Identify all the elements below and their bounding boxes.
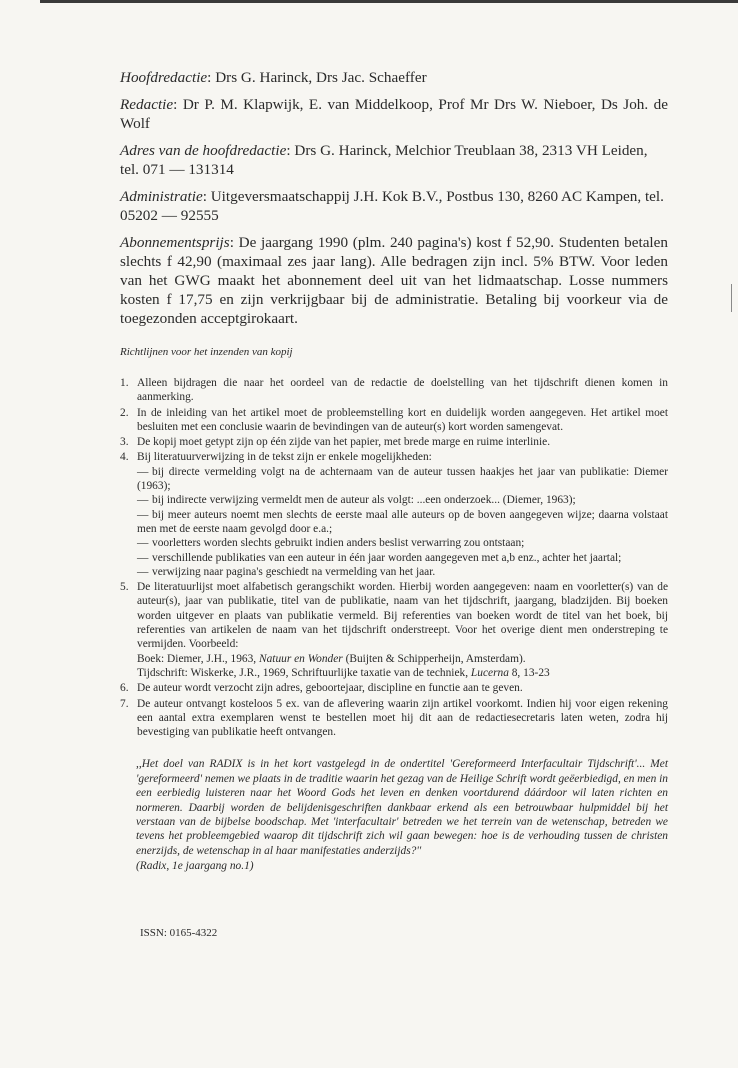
- example-book: Boek: Diemer, J.H., 1963, Natuur en Wonder (Buijten & Schipperheijn, Amsterdam).: [137, 652, 526, 665]
- quote-text: ,,Het doel van RADIX is in het kort vastgelegd in de ondertitel 'Gereformeerd Interfacultair Tijdschrift'... Met 'gereformeerd' nemen we plaats in de traditie waarin het gezag van de Heilige Schrift wordt geëerbiedigd, en men in een eerbiedig luisteren naar het Woord Gods het leven en denken voortdurend dáárdoor wil laten richten en normeren. Daarbij worden de belijdenisgeschriften dankbaar erkend als een betrouwbaar hulpmiddel bij het verstaan van de bijbelse boodschap. Met 'interfacultair' betreden we het terrein van de wetenschap, betreden we tevens het probleemgebied waarop dit tijdschrift zich wil gaan bewegen: hoe is de verhouding tussen de christen enerzijds, de wetenschap in al haar manifestaties anderzijds?'': [136, 758, 668, 857]
- guideline-number: 1.: [120, 377, 129, 389]
- guideline-item: [120, 406, 668, 435]
- subscription: Abonnementsprijs: De jaargang 1990 (plm. 240 pagina's) kost f 52,90. Studenten betalen slechts f 42,90 (maximaal zes jaar lang). Alle bedragen zijn incl. 5% BTW. Voor leden van het GWG maakt het abonnement deel uit van het lidmaatschap. Losse nummers kosten f 17,75 en zijn verkrijgbaar bij de administratie. Betaling bij voorkeur via de toegezonden acceptgirokaart.: [120, 234, 668, 327]
- guideline-item: [120, 681, 668, 695]
- guideline-number: 4.: [120, 451, 129, 464]
- top-rule: [40, 0, 738, 3]
- reference-rule: — voorletters worden slechts gebruikt indien anders beslist verwarring zou ontstaan;: [137, 537, 525, 550]
- subscription-label: Abonnementsprijs: [120, 234, 230, 251]
- guideline-item: [120, 376, 668, 405]
- administration: Administratie: Uitgeversmaatschappij J.H. Kok B.V., Postbus 130, 8260 AC Kampen, tel. 05202 — 92555: [120, 188, 664, 224]
- guideline-item: [120, 697, 668, 740]
- guideline-text: De literatuurlijst moet alfabetisch gerangschikt worden. Hierbij worden aangegeven: naam en voorletter(s) van de auteur(s), jaar van publikatie, titel van de publikatie, naam van het tijdschrift, jaargang, bladzijden. Bij boeken worden uitgever en plaats van publikatie vermeld. Bij referenties van boeken wordt de titel van het boek, bij referenties van artikelen de naam van het tijdschrift onderstreept. Voor het overige dient men onderstreping te vermijden. Voorbeeld:: [137, 581, 668, 651]
- guideline-number: 6.: [120, 682, 129, 695]
- reference-rule: — verschillende publikaties van een auteur in één jaar worden aangegeven met a,b enz., achter het jaartal;: [137, 551, 622, 564]
- admin-value: Uitgeversmaatschappij J.H. Kok B.V., Postbus 130, 8260 AC Kampen, tel. 05202 — 92555: [120, 188, 664, 224]
- reference-rule: — bij directe vermelding volgt na de achternaam van de auteur tussen haakjes het jaar van publikatie: Diemer (1963);: [137, 465, 668, 493]
- colophon-page: [120, 68, 668, 874]
- example-journal: Tijdschrift: Wiskerke, J.R., 1969, Schriftuurlijke taxatie van de techniek, Lucerna 8, 13-23: [137, 666, 550, 679]
- guideline-text: Alleen bijdragen die naar het oordeel van de redactie de doelstelling van het tijdschrift dienen komen in aanmerking.: [137, 377, 668, 404]
- editor-in-chief: Hoofdredactie: Drs G. Harinck, Drs Jac. Schaeffer: [120, 69, 427, 86]
- guideline-item: [120, 435, 668, 449]
- margin-mark: [731, 284, 732, 312]
- guideline-item: [120, 450, 668, 579]
- guideline-number: 7.: [120, 697, 129, 710]
- guideline-number: 3.: [120, 436, 129, 449]
- editor-in-chief-value: Drs G. Harinck, Drs Jac. Schaeffer: [215, 69, 427, 86]
- masthead: [120, 68, 668, 328]
- guidelines-title: Richtlijnen voor het inzenden van kopij: [120, 346, 293, 358]
- guideline-text: De kopij moet getypt zijn op één zijde van het papier, met brede marge en ruime interlinie.: [137, 436, 551, 449]
- guideline-number: 2.: [120, 406, 129, 419]
- editorial-address: Adres van de hoofdredactie: Drs G. Harinck, Melchior Treublaan 38, 2313 VH Leiden, tel. 071 — 131314: [120, 142, 648, 178]
- guideline-text: In de inleiding van het artikel moet de probleemstelling kort en duidelijk worden aangegeven. Het artikel moet besluiten met een conclusie waarin de bevindingen van de auteur(s) kort worden samengevat.: [137, 406, 668, 433]
- quote-source: (Radix, 1e jaargang no.1): [136, 860, 254, 873]
- guideline-text: Bij literatuurverwijzing in de tekst zijn er enkele mogelijkheden:: [137, 451, 432, 464]
- guideline-item: [120, 580, 668, 680]
- admin-label: Administratie: [120, 188, 203, 205]
- editorial-label: Redactie: [120, 96, 174, 113]
- guidelines-list: [120, 376, 668, 739]
- editorial-board: Redactie: Dr P. M. Klapwijk, E. van Middelkoop, Prof Mr Drs W. Nieboer, Ds Joh. de Wolf: [120, 96, 668, 132]
- subscription-value: De jaargang 1990 (plm. 240 pagina's) kost f 52,90. Studenten betalen slechts f 42,90 (maximaal zes jaar lang). Alle bedragen zijn incl. 5% BTW. Voor leden van het GWG maakt het abonnement deel uit van het lidmaatschap. Losse nummers kosten f 17,75 en zijn verkrijgbaar bij de administratie. Betaling bij voorkeur via de toegezonden acceptgirokaart.: [120, 234, 668, 327]
- guideline-text: De auteur wordt verzocht zijn adres, geboortejaar, discipline en functie aan te geven.: [137, 682, 523, 695]
- reference-rule: — bij meer auteurs noemt men slechts de eerste maal alle auteurs op de boven aangegeven wijze; daarna volstaat men met de eerste naam gevolgd door e.a.;: [137, 508, 668, 535]
- reference-rule: — verwijzing naar pagina's geschiedt na vermelding van het jaar.: [137, 565, 436, 578]
- editor-in-chief-label: Hoofdredactie: [120, 69, 208, 86]
- issn-number: ISSN: 0165-4322: [140, 927, 218, 939]
- guideline-number: 5.: [120, 581, 129, 594]
- editorial-value: Dr P. M. Klapwijk, E. van Middelkoop, Prof Mr Drs W. Nieboer, Ds Joh. de Wolf: [120, 96, 668, 132]
- reference-rule: — bij indirecte verwijzing vermeldt men de auteur als volgt: ...een onderzoek... (Diemer, 1963);: [137, 494, 576, 507]
- address-label: Adres van de hoofdredactie: [120, 142, 287, 159]
- guideline-text: De auteur ontvangt kosteloos 5 ex. van de aflevering waarin zijn artikel voorkomt. Indien hij voor eigen rekening een aantal extra exemplaren wenst te bestellen moet hij dit aan de redactiesecretaris laten weten, zodra hij bevestiging van publikatie heeft ontvangen.: [137, 697, 668, 739]
- mission-quote: [136, 757, 668, 873]
- address-value: Drs G. Harinck, Melchior Treublaan 38, 2313 VH Leiden, tel. 071 — 131314: [120, 142, 648, 178]
